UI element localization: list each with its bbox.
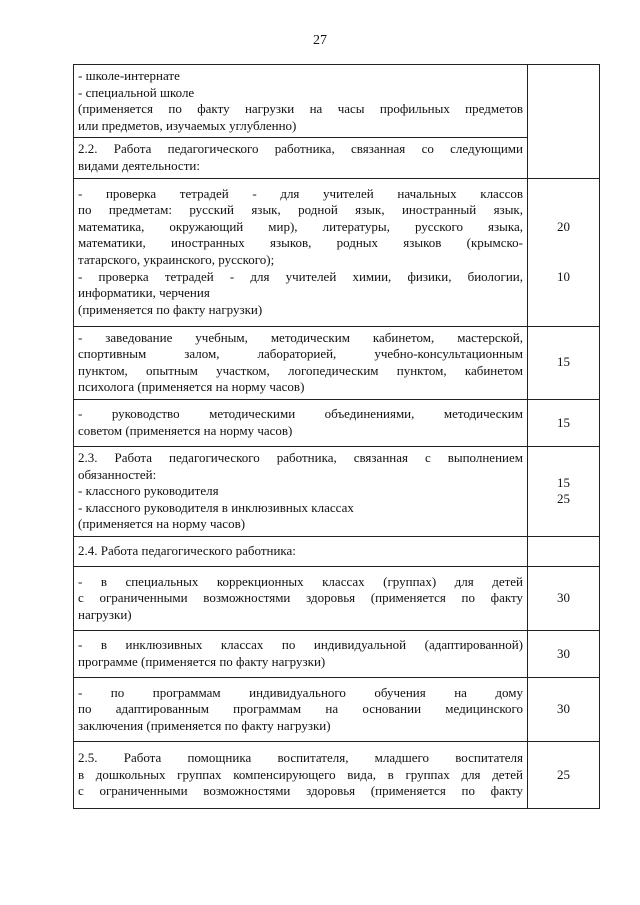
text-line: с ограниченными возможностями здоровья (применяется по факту (78, 590, 523, 606)
text-line: 2.2. Работа педагогического работника, связанная со следующими (78, 141, 523, 157)
row-value-cell (528, 536, 600, 566)
table-row (74, 138, 600, 178)
table-row (74, 446, 600, 536)
row-value-cell (528, 446, 600, 536)
row-description (74, 566, 528, 630)
text-line: заключения (применяется по факту нагрузки) (78, 717, 331, 733)
text-line: (применяется по факту нагрузки) (78, 301, 263, 317)
table-row (74, 536, 600, 566)
text-line: - школе-интернате (78, 68, 180, 83)
text-line: советом (применяется на норму часов) (78, 422, 293, 438)
text-line: (применяется на норму часов) (78, 516, 246, 532)
norm-value: 15 (557, 474, 570, 490)
table-row (74, 178, 600, 326)
section-heading (74, 446, 528, 536)
text-line: обязанностей: (78, 466, 157, 482)
table-row (74, 65, 600, 138)
text-line: по предметам: русский язык, родной язык, иностранный язык, (78, 202, 523, 218)
row-value-cell (528, 326, 600, 399)
row-value-cell (528, 566, 600, 630)
text-line: или предметов, изучаемых углубленно) (78, 117, 297, 133)
section-heading (74, 536, 528, 566)
text-line: математика, окружающий мир), литературы, русского языка, (78, 218, 523, 234)
text-line: нагрузки) (78, 606, 132, 622)
row-value-cell (528, 65, 600, 179)
norm-value: 15 (557, 414, 570, 430)
text-line: - руководство методическими объединениями, методическим (78, 406, 523, 422)
norm-value: 15 (557, 354, 570, 370)
text-line: математики, иностранных языков, родных языков (крымско- (78, 235, 523, 251)
table-row (74, 741, 600, 808)
text-line: - проверка тетрадей - для учителей химии, физики, биологии, (78, 268, 523, 284)
text-line: - в инклюзивных классах по индивидуальной (адаптированной) (78, 637, 523, 653)
text-line: 2.3. Работа педагогического работника, связанная с выполнением (78, 449, 523, 465)
norm-value: 30 (557, 645, 570, 661)
text-line: видами деятельности: (78, 157, 200, 173)
text-line: - по программам индивидуального обучения на дому (78, 684, 523, 700)
row-description (74, 178, 528, 326)
text-line: - классного руководителя в инклюзивных классах (78, 499, 354, 515)
table-row (74, 630, 600, 677)
text-line: - специальной школе (78, 84, 195, 100)
text-line: татарского, украинского, русского); (78, 252, 275, 268)
norm-value: 30 (557, 590, 570, 606)
text-line: информатики, черчения (78, 285, 210, 301)
page-number: 27 (313, 33, 327, 48)
text-line: - в специальных коррекционных классах (группах) для детей (78, 573, 523, 589)
row-description (74, 65, 528, 138)
row-value-cell (528, 677, 600, 741)
norm-value: 10 (557, 268, 570, 284)
text-line: по адаптированным программам на основании медицинского (78, 701, 523, 717)
table-row (74, 566, 600, 630)
row-value-cell (528, 399, 600, 446)
text-line: с ограниченными возможностями здоровья (применяется по факту (78, 783, 523, 799)
text-line: - классного руководителя (78, 483, 219, 499)
section-heading (74, 741, 528, 808)
text-line: пунктом, опытным участком, логопедическим пунктом, кабинетом (78, 362, 523, 378)
row-value-cell (528, 178, 600, 326)
norm-value: 20 (557, 218, 570, 234)
table-row (74, 399, 600, 446)
text-line: 2.5. Работа помощника воспитателя, младшего воспитателя (78, 750, 523, 766)
row-value-cell (528, 741, 600, 808)
norms-table (73, 64, 600, 809)
text-line: программе (применяется по факту нагрузки) (78, 653, 326, 669)
text-line: - заведование учебным, методическим кабинетом, мастерской, (78, 329, 523, 345)
norm-value: 25 (557, 766, 570, 782)
text-line: (применяется по факту нагрузки на часы профильных предметов (78, 101, 523, 117)
row-description (74, 326, 528, 399)
norm-value: 30 (557, 701, 570, 717)
table-row (74, 326, 600, 399)
row-description (74, 399, 528, 446)
section-heading (74, 138, 528, 178)
text-line: спортивным залом, лабораторией, учебно-консультационным (78, 346, 523, 362)
row-description (74, 677, 528, 741)
text-line: в дошкольных группах компенсирующего вида, в группах для детей (78, 766, 523, 782)
text-line: психолога (применяется на норму часов) (78, 379, 305, 395)
text-line: 2.4. Работа педагогического работника: (78, 543, 296, 559)
row-description (74, 630, 528, 677)
norm-value: 25 (557, 491, 570, 507)
text-line: - проверка тетрадей - для учителей начальных классов (78, 185, 523, 201)
table-row (74, 677, 600, 741)
row-value-cell (528, 630, 600, 677)
